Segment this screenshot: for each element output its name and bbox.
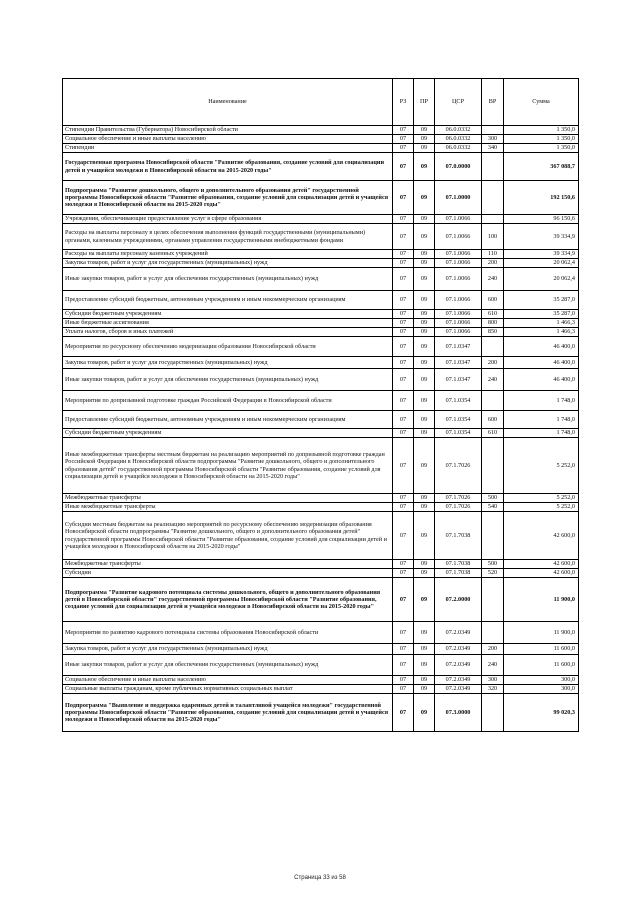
cell-pr: 09 xyxy=(414,569,435,578)
table-row xyxy=(63,512,579,560)
cell-pr: 09 xyxy=(414,578,435,622)
table-row xyxy=(63,685,579,694)
page-number: Страница 33 из 58 xyxy=(294,875,346,881)
cell-csr: 07.2.0000 xyxy=(435,578,482,622)
cell-pr: 09 xyxy=(414,310,435,319)
cell-vr xyxy=(482,215,504,224)
table-row xyxy=(63,291,579,310)
cell-name: Иные закупки товаров, работ и услуг для обеспечения государственных (муниципальных) нужд xyxy=(63,369,393,391)
cell-rz: 07 xyxy=(393,685,414,694)
cell-sum: 46 400,0 xyxy=(504,337,579,357)
table-row xyxy=(63,391,579,411)
cell-rz: 07 xyxy=(393,694,414,732)
cell-rz: 07 xyxy=(393,268,414,291)
cell-rz: 07 xyxy=(393,503,414,512)
cell-sum: 192 150,6 xyxy=(504,181,579,215)
cell-name: Стипендии Правительства (Губернатора) Новосибирской области xyxy=(63,126,393,135)
cell-pr: 09 xyxy=(414,560,435,569)
cell-csr: 07.1.7038 xyxy=(435,560,482,569)
cell-rz: 07 xyxy=(393,578,414,622)
table-row xyxy=(63,676,579,685)
cell-vr: 610 xyxy=(482,429,504,438)
cell-sum: 46 400,0 xyxy=(504,357,579,369)
cell-sum: 42 600,0 xyxy=(504,569,579,578)
cell-sum: 1 466,3 xyxy=(504,328,579,337)
table-row xyxy=(63,622,579,644)
cell-pr: 09 xyxy=(414,512,435,560)
cell-csr: 07.1.7026 xyxy=(435,503,482,512)
table-row xyxy=(63,694,579,732)
cell-pr: 09 xyxy=(414,181,435,215)
cell-vr: 300 xyxy=(482,676,504,685)
cell-vr: 200 xyxy=(482,644,504,655)
cell-rz: 07 xyxy=(393,369,414,391)
cell-pr: 09 xyxy=(414,250,435,259)
cell-vr: 100 xyxy=(482,224,504,250)
cell-csr: 06.0.0332 xyxy=(435,126,482,135)
cell-rz: 07 xyxy=(393,438,414,494)
table-row xyxy=(63,126,579,135)
cell-vr xyxy=(482,622,504,644)
cell-csr: 07.1.0066 xyxy=(435,310,482,319)
cell-pr: 09 xyxy=(414,685,435,694)
table-row xyxy=(63,319,579,328)
table-row xyxy=(63,411,579,429)
cell-vr: 340 xyxy=(482,144,504,153)
table-row xyxy=(63,578,579,622)
cell-pr: 09 xyxy=(414,259,435,268)
cell-rz: 07 xyxy=(393,153,414,181)
cell-pr: 09 xyxy=(414,319,435,328)
cell-sum: 1 350,0 xyxy=(504,135,579,144)
cell-name: Субсидии xyxy=(63,569,393,578)
cell-pr: 09 xyxy=(414,494,435,503)
header-rz: РЗ xyxy=(393,79,414,126)
cell-sum: 1 748,0 xyxy=(504,429,579,438)
cell-rz: 07 xyxy=(393,144,414,153)
table-row xyxy=(63,181,579,215)
cell-rz: 07 xyxy=(393,569,414,578)
cell-pr: 09 xyxy=(414,268,435,291)
cell-rz: 07 xyxy=(393,181,414,215)
cell-sum: 5 252,0 xyxy=(504,494,579,503)
cell-rz: 07 xyxy=(393,655,414,676)
cell-vr xyxy=(482,126,504,135)
cell-vr: 600 xyxy=(482,291,504,310)
cell-name: Социальные выплаты гражданам, кроме публичных нормативных социальных выплат xyxy=(63,685,393,694)
cell-sum: 5 252,0 xyxy=(504,438,579,494)
cell-vr xyxy=(482,391,504,411)
cell-csr: 07.2.0349 xyxy=(435,685,482,694)
cell-csr: 07.1.7026 xyxy=(435,438,482,494)
cell-sum: 35 287,0 xyxy=(504,291,579,310)
cell-sum: 42 600,0 xyxy=(504,512,579,560)
cell-pr: 09 xyxy=(414,369,435,391)
cell-name: Иные закупки товаров, работ и услуг для обеспечения государственных (муниципальных) нужд xyxy=(63,655,393,676)
cell-csr: 07.1.0354 xyxy=(435,391,482,411)
cell-sum: 46 400,0 xyxy=(504,369,579,391)
cell-sum: 367 088,7 xyxy=(504,153,579,181)
cell-name: Иные межбюджетные трансферты xyxy=(63,503,393,512)
cell-vr: 240 xyxy=(482,268,504,291)
table-row xyxy=(63,268,579,291)
cell-name: Уплата налогов, сборов и иных платежей xyxy=(63,328,393,337)
cell-vr: 500 xyxy=(482,560,504,569)
cell-sum: 99 020,3 xyxy=(504,694,579,732)
cell-rz: 07 xyxy=(393,126,414,135)
cell-name: Субсидии бюджетным учреждениям xyxy=(63,429,393,438)
cell-pr: 09 xyxy=(414,135,435,144)
cell-sum: 11 600,0 xyxy=(504,655,579,676)
cell-csr: 07.2.0349 xyxy=(435,655,482,676)
header-pr: ПР xyxy=(414,79,435,126)
cell-vr xyxy=(482,438,504,494)
header-csr: ЦСР xyxy=(435,79,482,126)
header-name: Наименование xyxy=(63,79,393,126)
cell-csr: 07.0.0000 xyxy=(435,153,482,181)
cell-name: Субсидии бюджетным учреждениям xyxy=(63,310,393,319)
cell-pr: 09 xyxy=(414,126,435,135)
cell-pr: 09 xyxy=(414,144,435,153)
table-row xyxy=(63,135,579,144)
cell-vr: 110 xyxy=(482,250,504,259)
cell-vr: 320 xyxy=(482,685,504,694)
cell-name: Субсидии местным бюджетам на реализацию мероприятий по ресурсному обеспечению модернизации образования Новосибирской области подпрограммы "Развитие дошкольного, общего и дополнительного образования детей" государственной программы Новосибирской области "Развитие образования, создание условий для социализации детей и учащейся молодежи в Новосибирской области на 2015-2020 годы" xyxy=(63,512,393,560)
cell-sum: 1 350,0 xyxy=(504,126,579,135)
cell-pr: 09 xyxy=(414,391,435,411)
cell-vr: 200 xyxy=(482,259,504,268)
table-row xyxy=(63,259,579,268)
cell-rz: 07 xyxy=(393,676,414,685)
cell-csr: 07.1.0354 xyxy=(435,429,482,438)
cell-rz: 07 xyxy=(393,319,414,328)
cell-sum: 42 600,0 xyxy=(504,560,579,569)
header-vr: ВР xyxy=(482,79,504,126)
table-row xyxy=(63,494,579,503)
cell-sum: 39 334,9 xyxy=(504,250,579,259)
cell-pr: 09 xyxy=(414,357,435,369)
cell-rz: 07 xyxy=(393,357,414,369)
cell-sum: 11 600,0 xyxy=(504,644,579,655)
cell-name: Социальное обеспечение и иные выплаты населению xyxy=(63,676,393,685)
cell-name: Закупка товаров, работ и услуг для государственных (муниципальных) нужд xyxy=(63,357,393,369)
table-row xyxy=(63,369,579,391)
cell-vr: 800 xyxy=(482,319,504,328)
table-row xyxy=(63,310,579,319)
cell-rz: 07 xyxy=(393,224,414,250)
table-row xyxy=(63,328,579,337)
cell-csr: 07.1.0347 xyxy=(435,357,482,369)
table-row xyxy=(63,560,579,569)
cell-pr: 09 xyxy=(414,644,435,655)
table-row xyxy=(63,429,579,438)
cell-name: Мероприятия по ресурсному обеспечению модернизации образования Новосибирской области xyxy=(63,337,393,357)
cell-name: Подпрограмма "Выявление и поддержка одаренных детей и талантливой учащейся молодежи" государственной программы Новосибирской области "Развитие образования, создание условий для социализации детей и учащейся молодежи в Новосибирской области на 2015-2020 годы" xyxy=(63,694,393,732)
cell-name: Закупка товаров, работ и услуг для государственных (муниципальных) нужд xyxy=(63,259,393,268)
cell-rz: 07 xyxy=(393,259,414,268)
cell-csr: 07.1.0066 xyxy=(435,319,482,328)
cell-rz: 07 xyxy=(393,429,414,438)
table-row xyxy=(63,569,579,578)
table-row xyxy=(63,438,579,494)
table-row xyxy=(63,644,579,655)
cell-sum: 96 150,6 xyxy=(504,215,579,224)
cell-rz: 07 xyxy=(393,135,414,144)
cell-csr: 07.1.7038 xyxy=(435,569,482,578)
cell-csr: 07.1.0066 xyxy=(435,259,482,268)
cell-rz: 07 xyxy=(393,391,414,411)
cell-name: Закупка товаров, работ и услуг для государственных (муниципальных) нужд xyxy=(63,644,393,655)
cell-name: Иные бюджетные ассигнования xyxy=(63,319,393,328)
cell-csr: 07.2.0349 xyxy=(435,676,482,685)
cell-csr: 07.2.0349 xyxy=(435,644,482,655)
cell-sum: 5 252,0 xyxy=(504,503,579,512)
cell-sum: 39 334,9 xyxy=(504,224,579,250)
cell-rz: 07 xyxy=(393,328,414,337)
cell-csr: 07.1.0066 xyxy=(435,291,482,310)
cell-pr: 09 xyxy=(414,429,435,438)
cell-pr: 09 xyxy=(414,438,435,494)
cell-csr: 07.1.0000 xyxy=(435,181,482,215)
cell-vr xyxy=(482,578,504,622)
cell-csr: 07.1.0347 xyxy=(435,337,482,357)
cell-pr: 09 xyxy=(414,224,435,250)
cell-pr: 09 xyxy=(414,337,435,357)
cell-vr xyxy=(482,153,504,181)
cell-sum: 1 466,3 xyxy=(504,319,579,328)
cell-pr: 09 xyxy=(414,153,435,181)
cell-name: Учреждения, обеспечивающие предоставление услуг в сфере образования xyxy=(63,215,393,224)
cell-csr: 07.1.7038 xyxy=(435,512,482,560)
table-row xyxy=(63,250,579,259)
cell-name: Межбюджетные трансферты xyxy=(63,560,393,569)
header-sum: Сумма xyxy=(504,79,579,126)
cell-rz: 07 xyxy=(393,337,414,357)
table-row xyxy=(63,655,579,676)
cell-pr: 09 xyxy=(414,694,435,732)
cell-rz: 07 xyxy=(393,622,414,644)
cell-csr: 07.1.0066 xyxy=(435,268,482,291)
cell-pr: 09 xyxy=(414,676,435,685)
cell-csr: 07.1.0066 xyxy=(435,328,482,337)
cell-vr: 500 xyxy=(482,494,504,503)
cell-vr: 240 xyxy=(482,655,504,676)
cell-sum: 20 062,4 xyxy=(504,259,579,268)
cell-csr: 07.3.0000 xyxy=(435,694,482,732)
cell-vr: 540 xyxy=(482,503,504,512)
cell-vr: 610 xyxy=(482,310,504,319)
cell-vr: 300 xyxy=(482,135,504,144)
cell-csr: 07.2.0349 xyxy=(435,622,482,644)
cell-pr: 09 xyxy=(414,215,435,224)
cell-vr xyxy=(482,181,504,215)
cell-name: Предоставление субсидий бюджетным, автономным учреждениям и иным некоммерческим организациям xyxy=(63,411,393,429)
cell-name: Подпрограмма "Развитие кадрового потенциала системы дошкольного, общего и дополнительного образования детей в Новосибирской области" государственной программы Новосибирской области "Развитие образования, создание условий для социализации детей и учащейся молодежи в Новосибирской области на 2015-2020 годы" xyxy=(63,578,393,622)
cell-name: Предоставление субсидий бюджетным, автономным учреждениям и иным некоммерческим организациям xyxy=(63,291,393,310)
cell-vr: 520 xyxy=(482,569,504,578)
table-row xyxy=(63,215,579,224)
cell-sum: 1 748,0 xyxy=(504,411,579,429)
cell-rz: 07 xyxy=(393,291,414,310)
table-row xyxy=(63,337,579,357)
cell-name: Мероприятия по допризывной подготовке граждан Российской Федерации в Новосибирской области xyxy=(63,391,393,411)
cell-csr: 06.0.0332 xyxy=(435,135,482,144)
cell-sum: 20 062,4 xyxy=(504,268,579,291)
table-row xyxy=(63,144,579,153)
cell-csr: 07.1.7026 xyxy=(435,494,482,503)
budget-table xyxy=(62,78,579,732)
cell-rz: 07 xyxy=(393,215,414,224)
cell-csr: 07.1.0066 xyxy=(435,215,482,224)
cell-sum: 35 287,0 xyxy=(504,310,579,319)
cell-name: Государственная программа Новосибирской области "Развитие образования, создание условий для социализации детей и учащейся молодежи в Новосибирской области на 2015-2020 годы" xyxy=(63,153,393,181)
cell-rz: 07 xyxy=(393,560,414,569)
cell-name: Расходы на выплаты персоналу казенных учреждений xyxy=(63,250,393,259)
cell-vr: 600 xyxy=(482,411,504,429)
cell-name: Межбюджетные трансферты xyxy=(63,494,393,503)
table-row xyxy=(63,153,579,181)
cell-vr: 240 xyxy=(482,369,504,391)
cell-csr: 07.1.0066 xyxy=(435,224,482,250)
cell-rz: 07 xyxy=(393,250,414,259)
cell-sum: 1 350,0 xyxy=(504,144,579,153)
cell-rz: 07 xyxy=(393,411,414,429)
cell-sum: 1 748,0 xyxy=(504,391,579,411)
cell-name: Мероприятия по развитию кадрового потенциала системы образования Новосибирской области xyxy=(63,622,393,644)
cell-sum: 300,0 xyxy=(504,676,579,685)
cell-csr: 07.1.0347 xyxy=(435,369,482,391)
cell-name: Подпрограмма "Развитие дошкольного, общего и дополнительного образования детей" государственной программы Новосибирской области "Развитие образования, создание условий для социализации детей и учащейся молодежи в Новосибирской области на 2015-2020 годы" xyxy=(63,181,393,215)
cell-pr: 09 xyxy=(414,655,435,676)
cell-csr: 07.1.0354 xyxy=(435,411,482,429)
cell-vr: 200 xyxy=(482,357,504,369)
cell-name: Иные закупки товаров, работ и услуг для обеспечения государственных (муниципальных) нужд xyxy=(63,268,393,291)
cell-vr xyxy=(482,694,504,732)
table-header-row xyxy=(63,79,579,126)
cell-rz: 07 xyxy=(393,644,414,655)
cell-sum: 11 900,0 xyxy=(504,578,579,622)
cell-pr: 09 xyxy=(414,411,435,429)
table-row xyxy=(63,224,579,250)
cell-name: Иные межбюджетные трансферты местным бюджетам на реализацию мероприятий по допризывной подготовке граждан Российской Федерации в Новосибирской области подпрограммы "Развитие дошкольного, общего и дополнительного образования детей" государственной программы Новосибирской области "Развитие образования, создание условий для социализации детей и учащейся молодежи в Новосибирской области на 2015-2020 годы" xyxy=(63,438,393,494)
cell-csr: 07.1.0066 xyxy=(435,250,482,259)
cell-pr: 09 xyxy=(414,291,435,310)
cell-rz: 07 xyxy=(393,512,414,560)
cell-name: Социальное обеспечение и иные выплаты населению xyxy=(63,135,393,144)
table-row xyxy=(63,503,579,512)
cell-name: Расходы на выплаты персоналу в целях обеспечения выполнения функций государственными (муниципальными) органами, казенными учреждениями, органами управления государственными внебюджетными фондами xyxy=(63,224,393,250)
cell-vr xyxy=(482,512,504,560)
cell-pr: 09 xyxy=(414,622,435,644)
cell-name: Стипендии xyxy=(63,144,393,153)
cell-vr: 850 xyxy=(482,328,504,337)
cell-pr: 09 xyxy=(414,503,435,512)
cell-pr: 09 xyxy=(414,328,435,337)
cell-sum: 300,0 xyxy=(504,685,579,694)
cell-vr xyxy=(482,337,504,357)
cell-rz: 07 xyxy=(393,494,414,503)
table-row xyxy=(63,357,579,369)
cell-sum: 11 900,0 xyxy=(504,622,579,644)
cell-csr: 06.0.0332 xyxy=(435,144,482,153)
cell-rz: 07 xyxy=(393,310,414,319)
